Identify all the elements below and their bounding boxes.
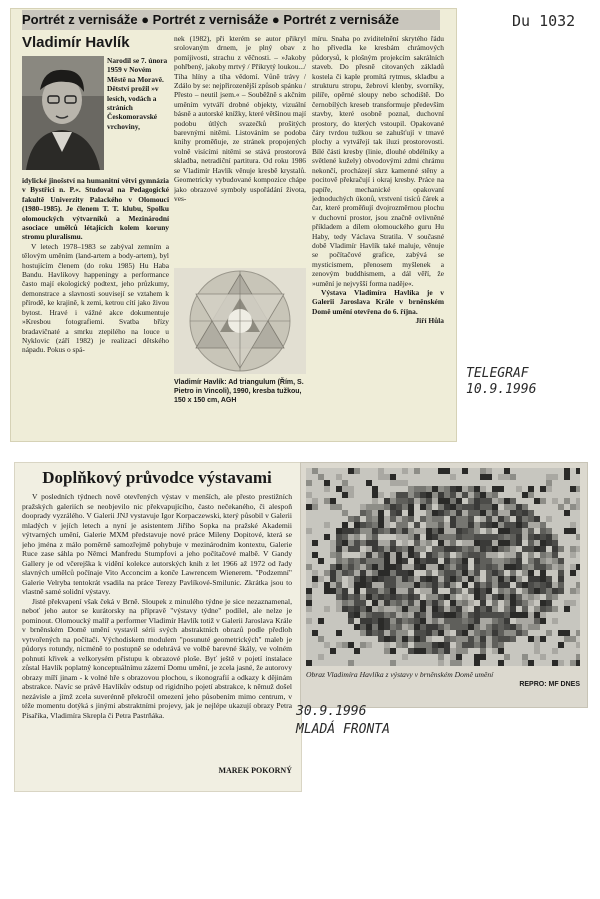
painting-reproduction (306, 468, 580, 666)
date-annotation: 10.9.1996 (466, 382, 537, 397)
section-banner: Portrét z vernisáže ● Portrét z vernisáže ● Portrét z vernisáže (22, 10, 440, 30)
paragraph: V posledních týdnech nově otevřených výstav v menších, ale přesto prestižních pražských galeriích se neobjevilo nic překvapujícího, často nečekaného, či alespoň dooprady vyzrálého. V Galerii JNJ vystavuje Igor Korpaczewski, který působil v Galerii mladých v jejích letech a nyní je asistentem Jiřího Sopka na pražské Akademii výtvarných umění, Galerie MXM představuje nové práce Mileny Dopitové, která se jeho jména z málo poměrně samozřejmě pohybuje v mezinárodním kontextu, Galerie Ruce zase sáhla po Němci Manfredu Stumpfovi a jeho počítačové malbě. V Gandy Gallery je od včerejška k vidění kolekce autorských knih z let 1966 až 1972 od řady slavných umělců počínaje Vito Acconcim a konče Lawrencem Wienerem. "Podzemní" Galerie Velryba tentokrát vsadila na práce Terezy Pavlíkové-Smilunic. Zkrátka jsou to vlastně samé solidní výstavy. (22, 492, 292, 596)
paragraph: V letech 1978–1983 se zabýval zemním a tělovým uměním (land-artem a body-artem), byl hostujícím členem (do roku 1985) Hu Haba Bandu. Havlíkovy happeningy a performance často mají ekologický podtext, jeho průzkumy, demonstrace a slavnosti souvisejí se vztahem k přírodě, ke krajině, k zemi, ketrou cítí jako živou bytost. Hravé i vážné akce dokumentuje »Kresbou fotografiemi. Svatba břízy bradavičnaté a smrku ztepilého na louce u Nyklovic (září 1982) je realizací dětského nápadu. Pokus o spá- (22, 241, 169, 355)
artwork-caption: Vladimír Havlík: Ad triangulum (Řím, S. Pietro in Vincoli), 1990, kresba tužkou, 150 x 150 cm, AGH (174, 379, 304, 404)
source-annotation: MLADÁ FRONTA (296, 722, 390, 737)
bio-wide: idylické jinošství na humanitní větvi gymnázia v Bystřici n. P.«. Studoval na Pedagogické fakultě Univerzity Palackého v Olomouci (1980–1985). Je členem T. T. klubu, Spolku olomouckých výtvarníků a Mezinárodní asociace umělců létajících kolem koruny stromu pluralismu. (22, 176, 169, 242)
image-caption: Obraz Vladimíra Havlíka z výstavy v brněnském Domě umění (306, 670, 494, 679)
article-title: Vladimír Havlík (22, 34, 130, 51)
article-column-3 (312, 34, 444, 432)
artwork-image (174, 268, 306, 374)
source-annotation: TELEGRAF (466, 366, 529, 381)
article-body (22, 492, 292, 764)
article-title: Doplňkový průvodce výstavami (42, 468, 272, 487)
archive-number-annotation: Du 1032 (512, 12, 576, 30)
article-author: MAREK POKORNÝ (218, 766, 292, 775)
portrait-photo (22, 56, 104, 170)
paragraph: Jisté překvapení však čeká v Brně. Sloupek z minulého týdne je sice nezaznamenal, neboť jeho autor se kurátorsky na přípravě "výstavy týdne" podílel, ale nelze je pominout. Olomoucký malíř a performer Vladimír Havlík totiž v Galerii Jaroslava Krále v brněnském Domě umění vystavil sérii svých abstraktních obrazů podle předloh vytvořených na počítači. Východiskem modulem "posunuté geometrických" maleb je půdorys rotundy, nicméně to postupně se odehrává ve volbě barevné škály, ve volném pohnutí křivek a velkorysém přístupu k obrazové ploše. Byť ještě v pojetí instalace zůstal Havlík poplatný konceptuálnímu zázemí Domu umění, je zcela jasné, že autorovy obrazy míří jinam - k volné hře s obrazovou plochou, s ikonografií a odkazy k dějinám abstrakce. Navíc se právě Havlíkův odstup od rigidního pojetí abstrakce, k němuž došel nezávisle a jímž zcela suverénně překročil omezení jeho působením mimo centrum, v téže momentu dotýká s jinými abstraktními projevy, jak je nejlépe ukazují obrazy Petra Písaříka, Vladimíra Skrepla či Petra Pastrňáka. (22, 596, 292, 720)
photo-credit: REPRO: MF DNES (519, 681, 580, 688)
exhibition-note: Výstava Vladimíra Havlíka je v Galerii Jaroslava Krále v brněnském Domě umění otevřena do 6. října. (312, 287, 444, 316)
article-author: Jiří Hůla (415, 316, 444, 326)
date-annotation: 30.9.1996 (296, 704, 367, 719)
article-column-1 (22, 176, 169, 436)
article-column-2 (174, 34, 306, 266)
paragraph: míru. Snaha po zviditelnění skrytého řádu ho přivedla ke kresbám chrámových půdorysů, k plošným projekcím sakrálních staveb. Do přesně citovaných základů kostela či kaple promítá rytmus, skladbu a strukturu stropu, žebroví klenby, svorníky, pilíře, opěrné sloupy nebo schodiště. Do černobílých kreseb transformuje především stavby, které osobně poznal, duchovní prostory, do kterých vstoupil. Opakované čáry tvrdou tužkou se zahušťují v tmavé plochy a vytvářejí tak iluzi prostorovosti. Bílé části kresby (linie, dlouhé obdélníky a světlené kužely) obvodovými zdmi chrámu nekončí, procházejí skrz kamenné stěny a pocitově překračují i okraj kresby. Práce na papíře, mechanické opakovaní jednoduchých úkonů, vrstvení tisíců čárek a čar, které proměňují dvojrozměrnou plochu v duchovní prostor, jsou značně ovlivněné příkladem a dílem olomouckého guru Hu Haby, tedy Václava Stratila. V současné době Vladimír Havlík také maluje, věnuje se počítačové grafice, zabývá se mysticismem, přenosem myšlenek a zenovým buddhismem, a dál věří, že »umění je nejvyšší forma naděje«. (312, 34, 444, 288)
paragraph: nek (1982), při kterém se autor přikryl srolovaným drnem, je plný obav z pomíjivosti, strachu z věčnosti. – »Jakoby pohřbený, jakoby mrtvý / Přikrytý loukou.../ Tíha hlíny a tíha vědomí. Vůně trávy / Zdálo by se: nejpřirozenější způsob spánku / Přesto – neutil jsem.« – Souběžně s akčním uměním vytváří drobné objekty, vizuální básně a autorské knížky, které většinou mají podobu útlých svazečků prošitých barevnými nitěmi. Listováním se podoba knihy proměňuje, ze stránek propojených volně visícími nitěmi se stává prostorová skladba, netradiční partitura. Od roku 1986 se Vladimír Havlík věnuje kresbě krystalů. Geometricky vybudované kompozice chápe jako obrazové symboly uspořádání života, ves- (174, 34, 306, 203)
bio-narrow: Narodil se 7. února 1959 v Novém Městě na Moravě. Dětství prožil »v lesích, vodách a stráních Českomoravské vrchoviny, (107, 56, 168, 131)
